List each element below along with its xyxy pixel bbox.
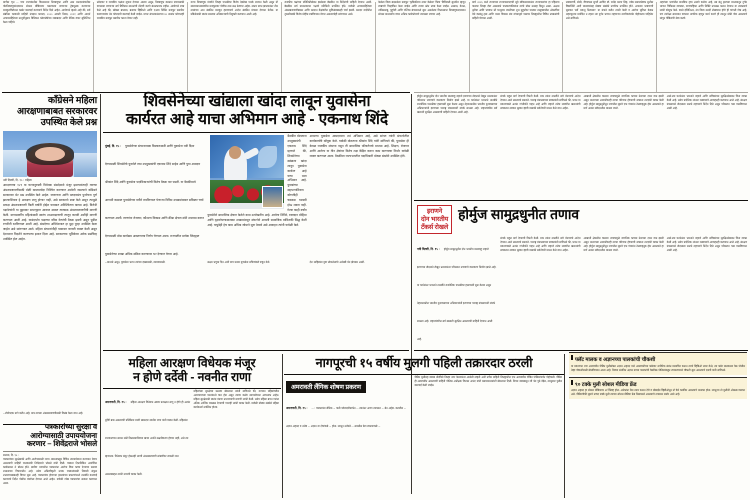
vertical-rule-left: [100, 94, 101, 494]
main-column-1: [105, 134, 204, 260]
main-footer-1-text: ...माध्यमे असून, युवासेना भरात त्यांच्या इच्छासाठी, न्यायवासाठी.: [105, 261, 166, 265]
congress-leader-photo: [3, 131, 97, 177]
top-column-3-text: राज्य निवडणूक यंत्रणेने जिल्हा पातळीवर विशेष देखरेख पथके स्थापन केली असून ती समाजमाध्यमांवरील मजकुरावर चोवीस तास लक्ष ठेवणार आहेत. तक्रार प्राप्त झाल्यानंतर तीन तासांच्या आत संबंधित मजकूर हटवण्याचे आदेश संबंधित मंचाला देण्यात येतील. या प्रक्रियेसाठी स्वतंत्र समन्वय अधिकाऱ्याची नियुक्ती करण्यात आली आहे.: [190, 1, 278, 17]
journalist-dateline: सातारा, दि. १५ :: [3, 453, 19, 457]
journalist-headline: [3, 418, 97, 449]
nagpur-column-1: [286, 376, 411, 432]
side-box-social-media-body: अज्ञान अहमद हा सोशल मीडियावर अॅक्टिव्ह होता. अनेकांना रील तयार करून देणे व मोबाईल व्हिडीओतून तो पैसे कमवित असल्याचे भासवत होता. त्यातूनच तो मुलींशी ओळख वाढवत असे. पीडितांपैकी सुमारे नव्वद टक्के मुली त्याच्या सोशल मीडिया फ्रेंड लिस्टमध्ये असल्याचे तपासात समोर आले आहे.: [571, 389, 745, 397]
journalist-headline-line-2: आरोग्यासाठी उपाययोजना: [30, 430, 97, 440]
congress-headline-line-1: काँग्रेसने महिला: [47, 95, 97, 105]
main-headline-underline: [103, 132, 411, 133]
congress-headline-line-3: उपस्थित केले प्रश्न: [40, 116, 97, 127]
right-top-column-4-text: आले.ल्या घटनेनंतर भारताने जहाजे आणि नाविकांच्या सुरक्षिततेबाबत चिंता व्यक्त केली आहे. तसेच प्रादेशिक शांतता राखण्याचे आवाहनही करण्यात आले आहे. संरक्षण मंत्रालयाने नौदलाला सतर्क राहण्याचे निर्देश दिले असून परिसरात गस्त वाढविण्यात आली आहे.: [666, 95, 747, 111]
side-box-social-media-heading: ९० टक्के मुली सोशल मीडिया फ्रेंड: [571, 380, 745, 388]
vertical-rule-bottom-mid: [282, 354, 283, 498]
side-box-flat-owner-body: या प्रकरणात ज्या अल्पवयीन पीडित मुलीसोबत अज्ञान अहमद याने अमरावतीच्या फ्लॅटवर शारीरिक संबंध प्रस्थापित करून त्याचे व्हिडिओ तयार केले, त्या फ्लॅट मालकाला वेळ पोलीस तेव्हा चौकशीसाठी बोलविण्यात आला आहे. शिवाय संशयित अज्ञान याच्या पालकांची वेळोवेळ पोलिसांकडून टप्प्याटप्प्याने चौकशी सुरू असल्याचे एसपी यांनी सांगितले.: [571, 364, 745, 372]
nagpur-column-2: [414, 376, 562, 432]
eknath-shinde-photo: [210, 135, 284, 209]
side-box-social-media: [569, 377, 747, 400]
iran-column-2-text: संपर्क राहुल मार्ग देण्याची विनंती केली. मात्र त्यांना तातडीने नावे भेटण्याचे आदेश देण्यात आले नसल्याचे समजते. परराष्ट्र मंत्रालयाच्या प्रवक्त्यांनी सांगितले की, भारत या प्रकरणाकडे अत्यंत गांभीर्याने पाहत आहे आणि जहाजे तसेच त्यावरील खलाशांची लवकरात लवकर सुटका व्हावी यासाठी सर्वतोपरी प्रयत्न केले जात आहेत.: [500, 237, 581, 253]
main-column-3-text: आपल्या युवासेना आमदाराला उभं अभिमान आहे, असे सांगत त्यांनी संघटनेतील कार्यकर्त्यांचे कौतुक केले. यावेळी बोलताना श्रीकांत शिंदे यांनी सांगितले की, युवासेना ही केवळ राजकीय संघटना नसून ती सामाजिक परिवर्तनाचे माध्यम आहे. शिक्षण, रोजगार आणि आरोग्य या तीन क्षेत्रांवर विशेष लक्ष केंद्रित करून काम करण्याचा निर्धार यावेळी व्यक्त करण्यात आला. बैठकीला राज्यभरातील पदाधिकारी मोठ्या संख्येने उपस्थित होते.: [309, 134, 409, 158]
vertical-rule-side-boxes: [564, 354, 565, 498]
top-column-5: [375, 0, 468, 92]
journalist-story-region: [0, 412, 100, 500]
mahila-dateline: अमरावती, दि. १५ :: [105, 400, 127, 405]
top-column-8: [657, 0, 750, 92]
photo-backdrop-right: [74, 153, 97, 177]
nagpur-dateline: अमरावती, दि. १५ :: [286, 406, 308, 411]
congress-body-text: आरक्षणाचा १२१ वा घटनादुरुस्ती विधेयक संसदेमध्ये मंजूर झाल्यानंतरही त्याच्या अंमलबजावणीसाठी मोठी कालमर्यादा निश्चित करण्यात आलेली नसल्याने काँग्रेसने सरकारवर थेट प्रश्न उपस्थित केले आहेत. जनगणना आणि मतदारसंघ पुनर्रचना पूर्ण झाल्याशिवाय हे आरक्षण लागू होणार नाही, असे सरकारने स्पष्ट केले असून त्यामुळे प्रत्यक्ष अंमलबजावणी किती वर्षांनी होईल याबाबत अनिश्चितता कायम आहे. विरोधी पक्षनेत्यांनी या मुद्द्यावर सभागृहात आवाज उठवत तात्काळ अंमलबजावणीची मागणी केली. मागासवर्गीय महिलांसाठी स्वतंत्र उपआरक्षणाची तरतूद करावी अशीही मागणी करण्यात आली आहे. यासंदर्भात पक्षाच्या वरिष्ठ नेत्यांची बैठक झाली असून पुढील रणनीती ठरविण्यात आली आहे. संसदेच्या अधिवेशनात हा मुद्दा पुन्हा उपस्थित केला जाईल असे सांगण्यात आले. महिला संघटनांनीही याबाबत नाराजी व्यक्त केली असून देशभरात निदर्शने करण्याचा इशारा दिला आहे. सरकारच्या भूमिकेवर अनेक प्रश्नचिन्ह उपस्थित होत आहेत.: [3, 183, 97, 242]
mahila-headline-underline: [103, 388, 281, 389]
top-column-1: [0, 0, 93, 92]
mahila-headline-line-2: न होणे दर्देवी - नवनीत राणा: [133, 370, 251, 385]
horizontal-rule-mid-center: [103, 350, 409, 351]
mahila-story-region: [103, 352, 281, 500]
iran-badge-line-3: टँकर्स रोखले: [421, 223, 449, 231]
main-footer-1: [105, 261, 204, 265]
mahila-column-2-text: महिलांच्या सुरक्षेच्या प्रश्नावर बोलताना त्यांनी सांगितले की, राज्यात महिलांवरील अत्याचाराच्या घटनांमध्ये वाढ होत असून त्यावर कठोर उपाययोजना आवश्यक आहेत. महिला सुरक्षेसाठी स्वतंत्र यंत्रणा उभारण्याची मागणी त्यांनी केली. तसेच महिला बचत गटांना अधिक आर्थिक पाठबळ देण्याची गरजही त्यांनी व्यक्त केली. यावेळी मोठ्या संख्येने महिला कार्यकर्त्या उपस्थित होत्या.: [193, 390, 279, 410]
iran-dateline: नवी दिल्ली, दि. १५ :: [417, 247, 440, 251]
iran-column-1: [417, 237, 497, 345]
iran-column-3-text: आखाती क्षेत्रातील वाढत्या तणावामुळे जागतिक कच्च्या तेलाच्या दरात वाढ झाली असून भारताच्या आयातीवरही त्याचा परिणाम होण्याची शक्यता तज्ज्ञांनी व्यक्त केली आहे. होर्मुज सामुद्रधुनीतून जगातील सुमारे एक पंचमांश तेलवाहतूक होत असल्याने हा मार्ग अत्यंत संवेदनशील मानला जातो.: [583, 237, 664, 253]
main-headline-line-1: शिवसेनेच्या खांद्याला खांदा लावून युवासेना: [143, 93, 371, 110]
top-column-5-text: केलेला किंवा बदललेला मजकूर 'कृत्रिमरित्या तयार केलेला' किंवा 'डिजिटली सुधारित म्हणून स्पष्टपणे चिन्हांकित केला जाईल आणि त्याचा स्रोत उघड केला जाईल. आसाम, केरळ, तामिळनाडू, पुद्दुचेरी आणि पश्चिम बंगालमध्ये सुरू असलेल्या विधानसभा निवडणुकादरम्यान सोशल माध्यमांचा वापर अधिक काटेकोरपणे तपासला जाणार आहे.: [378, 1, 466, 17]
main-column-3: [310, 134, 409, 260]
right-top-continuation: [414, 95, 750, 199]
main-headline: [103, 92, 411, 130]
side-box-flat-owner-heading: फ्लॅट मालक व अज्ञानच्या पालकांची चौकशी: [571, 355, 745, 363]
photo-speaker-head: [229, 146, 242, 159]
top-column-6-text: मार्च २०२६ मध्ये राज्याच्या राज्यपालपदाची सूत्रे स्वीकारल्यानंतर राज्यपालांचा हा पहिलाच पालघर जिल्हा दौरा असल्याने पालघरवासियांना त्यांचे मोठा उत्साह दिसून आला. अक्षय्य तृतीया आणि भगवान श्री परशुराम जयंतीच्या शुभ मुहूर्तावर पालघर तालुक्यातील ओसरविरा येथे वनबंधू ट्रस्ट आणि भारत विकास संघ यांच्याद्वारे पालघर जिल्ह्यातील विविध उपक्रमांची माहिती घेण्यात आली.: [472, 1, 560, 21]
right-top-column-3-text: आखाती क्षेत्रातील वाढत्या तणावामुळे जागतिक कच्च्या तेलाच्या दरात वाढ झाली असून भारताच्या आयातीवरही त्याचा परिणाम होण्याची शक्यता तज्ज्ञांनी व्यक्त केली आहे. होर्मुज सामुद्रधुनीतून जगातील सुमारे एक पंचमांश तेलवाहतूक होत असल्याने हा मार्ग अत्यंत संवेदनशील मानला जातो.: [583, 95, 664, 111]
horizontal-rule-top-right: [414, 92, 748, 93]
mahila-headline: [103, 352, 281, 385]
right-top-column-3: [584, 95, 664, 199]
journalist-headline-line-3: करणार – शिवेंद्रराजे भोसले: [26, 439, 97, 449]
horizontal-rule-iran: [414, 200, 748, 201]
iran-tankers-badge: [417, 205, 452, 234]
top-column-2-text: उमेदवार व राजकीय पक्षांना सूचना देण्यात आल्या असून, निवडणूक काळात प्रचारासाठी वापरल्या जाणाऱ्या सर्व डिजिटल साधनांची नोंदणी करणे बंधनकारक राहील. आयोगाने स्पष्ट केले आहे की, खोट्या बातम्या, बनावट व्हिडिओ आणि एआय निर्मित मजकूर प्रसारित करणाऱ्यांवर थेट फौजदारी कारवाई केली जाईल. प्रचार संपल्यानंतरच्या ४८ तासांत कोणताही राजकीय मजकूर प्रसारित करता येणार नाही.: [96, 1, 185, 21]
congress-dateline: नवी दिल्ली, दि. १५ : महिला: [3, 178, 32, 182]
main-footer-3-text: देश साहिबांना युवा लोकनेत्यांचे अनोखी भेट झेप्यास आली.: [309, 261, 365, 265]
mahila-column-2: [194, 390, 280, 480]
iran-column-1-text: होर्मुज सामुद्रधुनीत दोन भारतीय मालवाहू जहाजे इराणच्या नौदलाने रोखून धरल्यानंतर परिसरात तणावाचे वातावरण निर्माण झाले आहे. या घटनेनंतर भारताने तातडीने राजनैतिक पातळीवर हालचाली सुरू केल्या असून तेहरानमधील भारतीय दूतावासाच्या अधिकाऱ्यांनी इराणच्या परराष्ट्र मंत्रालयाशी संपर्क साधला आहे. जहाजांवरील सर्व खलाशी सुरक्षित असल्याची माहिती देण्यात आली आहे.: [417, 248, 497, 341]
journalist-pre-text: ...शौर्यपदक मागे करीत आहे, मात्र त्याच्या अंमलबजावणीसाठी विलंब केला जात आहे.: [3, 412, 84, 415]
journalist-headline-underline: [3, 451, 97, 452]
photo-person-face: [35, 147, 65, 161]
congress-headline-line-2: आरक्षणाबाबत सरकारवर: [16, 105, 97, 116]
nagpur-headline-underline: [284, 374, 564, 375]
congress-headline: [3, 92, 97, 128]
mahila-headline-line-1: महिला आरक्षण विधेयक मंजूर: [128, 356, 256, 370]
right-top-column-4: [667, 95, 747, 199]
main-column-2-text: बैठकीत बोलताना उपमुख्यमंत्री एकनाथ शिंदे म्हणाले की, शिवसेनेच्या खांद्याला खांदा लावून युवासेना कार्यरत आहे याचा मला अभिमान आहे. युवकांच्या सहभागाशिवाय कोणतीही चळवळ यशस्वी होऊ शकत नाही. गेल्या काही वर्षांत युवासेनेने सामाजिक क्षेत्रात केलेले काम उल्लेखनीय आहे. आरोग्य शिबिरे, रक्तदान मोहिमा आणि वृक्षारोपणासारख्या उपक्रमांमधून संघटनेने आपली सामाजिक बांधिलकी सिद्ध केली आहे. यापुढेही हेच काम अधिक जोमाने सुरू ठेवावे असे आवाहन त्यांनी यावेळी केले.: [207, 134, 307, 227]
main-story-region: [103, 92, 411, 350]
hormuz-headline: होर्मुज सामुद्रधुनीत तणाव: [458, 207, 579, 222]
hormuz-story-region: [414, 202, 750, 350]
mahila-column-1: [105, 390, 191, 480]
horizontal-rule-mid-right: [414, 350, 748, 351]
nagpur-column-1-text: ... : पत्रकारांना सैनिक ... पाठी फौजदारीमार्फत ... त्यानंतर आणा तपासात ... बेन आहेत. कटारील ... अज्ञान अहमद व उजेड ... अज्ञान या दोघांकडे ... होता. त्यातून उजेडने ... लमसील डेटा स्वरूपाकडे ...: [286, 407, 406, 429]
main-footer-2: [207, 261, 306, 265]
right-top-column-1-text: होर्मुज सामुद्रधुनीत दोन भारतीय मालवाहू जहाजे इराणच्या नौदलाने रोखून धरल्यानंतर परिसरात तणावाचे वातावरण निर्माण झाले आहे. या घटनेनंतर भारताने तातडीने राजनैतिक पातळीवर हालचाली सुरू केल्या असून तेहरानमधील भारतीय दूतावासाच्या अधिकाऱ्यांनी इराणच्या परराष्ट्र मंत्रालयाशी संपर्क साधला आहे. जहाजांवरील सर्व खलाशी सुरक्षित असल्याची माहिती देण्यात आली आहे.: [417, 95, 498, 115]
iran-column-3: [584, 237, 664, 345]
main-footer-2-text: सक्षम भवूच्य दिन अशी याच प्रत्यय युवासेना सचिवांकडे पाहून येतो.: [207, 261, 271, 265]
journalist-body-text: पत्रकारांच्या सुरक्षेसाठी आणि आरोग्यासाठी राज्य शासनाकडून विविध उपाययोजना करण्यात येणार असल्याची माहिती पालकमंत्री शिवेंद्रराजे भोसले यांनी दिली. पत्रकार दिनानिमित्त आयोजित कार्यक्रमात ते बोलत होते. ग्रामीण भागातील पत्रकारांना आरोग्य विमा कवच देण्याचा प्रस्ताव शासनाच्या विचाराधीन आहे. तसेच अधिस्वीकृती धारक पत्रकारांसाठी निवासी संकुल उभारण्याबाबतही विचार सुरू आहे. पत्रकारांवर होणाऱ्या हल्ल्यांच्या प्रकरणांमध्ये तातडीने कारवाई करण्याचे निर्देश पोलीस यंत्रणेला देण्यात आले आहेत. यावेळी ज्येष्ठ पत्रकारांचा सत्कार करण्यात आला.: [3, 457, 97, 485]
top-column-6: [469, 0, 562, 92]
main-column-2: [207, 134, 306, 260]
iran-column-2: [500, 237, 580, 345]
journalist-headline-line-1: पत्रकारांच्या सुरक्षा व: [44, 422, 97, 432]
right-top-column-1: [417, 95, 497, 199]
iran-column-4-text: आले.ल्या घटनेनंतर भारताने जहाजे आणि नाविकांच्या सुरक्षिततेबाबत चिंता व्यक्त केली आहे. तसेच प्रादेशिक शांतता राखण्याचे आवाहनही करण्यात आले आहे. संरक्षण मंत्रालयाने नौदलाला सतर्क राहण्याचे निर्देश दिले असून परिसरात गस्त वाढविण्यात आली आहे.: [666, 237, 747, 253]
photo-inset-portrait: [262, 186, 283, 207]
main-dateline: मुंबई, दि. १५ :: [105, 144, 122, 149]
top-column-7-text: नाडकर्ण्णी, सोनी, वीणावत्स सुपर्वे अरविंद डॉ. राजेंद्र प्रताप सिंह, ज्येष्ठ समाजसेवक सुशील विद्यार्थिनी आदी मान्यवरांसह मोठ्या संख्येने नागरिक उपस्थित होते. आपल्या भाषणाची सुरुवात 'सर्वे भवन्तु निरामया:' या मंत्राने करीत त्यांनी केली व आरोग्य सुविधा केवळ शहरापुरत्या मर्यादित न राहता त्या दुर्गम भागात राहणाऱ्या नागरिकांपर्यंत पोहोचल्या पाहिजेत असे सांगितले.: [565, 1, 654, 21]
iran-badge-line-2: दोन भारतीय: [421, 215, 449, 223]
main-headline-line-2: कार्यरत आहे याचा अभिमान आहे - एकनाथ शिंदे: [125, 111, 389, 129]
side-boxes-region: [566, 352, 750, 500]
iran-column-4: [667, 237, 747, 345]
iran-badge-line-1: इराणने: [427, 207, 443, 215]
top-column-7: [563, 0, 656, 92]
main-column-1-text: युवासेनेच्या संघटनात्मक विस्तारासाठी आणि युवासेना नवी दिशा देण्यासाठी शिवसेनेचे युवानेते तथा उपमुख्यमंत्री एकनाथ शिंदे साहेब आणि युवा आमदार श्रीकांत शिंदे आणि युवासेना पदाधिकाऱ्यांची विशेष बैठक पार पडली. या बैठकीमध्ये आगामी काळात युवासेनेच्या वतीने राबविण्यात येणाऱ्या विविध उपक्रमांबाबत सविस्तर चर्चा करण्यात आली. तरुणांना रोजगार, कौशल्य विकास आणि क्रीडा क्षेत्रात संधी उपलब्ध करून देण्यासाठी ठोस कार्यक्रम आखण्याचा निर्णय घेण्यात आला. राज्यातील प्रत्येक जिल्ह्यात युवासेनेच्या शाखा अधिक सक्रिय करण्यावर भर देण्यात येणार आहे.: [105, 144, 204, 257]
top-column-4-text: राजकीय पक्षांच्या प्रतिनिधींसोबत झालेल्या बैठकीत या निर्देशांची माहिती देण्यात आली. बैठकीस सर्व मान्यताप्राप्त पक्षांचे प्रतिनिधी उपस्थित होते. यावेळी आचारसंहितेच्या अंमलबजावणीबाबत आणि मतदान केंद्रांवरील सुविधांबाबतही चर्चा झाली. मतदार यादीतील दुरुस्तीसाठी विशेष मोहीम राबविण्यात येणार असल्याचेही सांगण्यात आले.: [284, 1, 372, 17]
top-column-3: [188, 0, 281, 92]
side-box-flat-owner: [569, 352, 747, 375]
top-column-2: [94, 0, 187, 92]
nagpur-story-region: [284, 352, 564, 500]
right-top-column-2-text: संपर्क राहुल मार्ग देण्याची विनंती केली. मात्र त्यांना तातडीने नावे भेटण्याचे आदेश देण्यात आले नसल्याचे समजते. परराष्ट्र मंत्रालयाच्या प्रवक्त्यांनी सांगितले की, भारत या प्रकरणाकडे अत्यंत गांभीर्याने पाहत आहे आणि जहाजे तसेच त्यावरील खलाशांची लवकरात लवकर सुटका व्हावी यासाठी सर्वतोपरी प्रयत्न केले जात आहेत.: [500, 95, 581, 111]
nagpur-column-2-text: पीडित मुलीसह जबाब नोंदविले जिल्हा नगर केल्यानंतर आलेली नव्हती अशी नवीन माहिती जिल्ह्यातील एक अल्पवयीन पीडित पोलिसांपर्यंत पोहोचली. पीडित ही अल्पवयीन असल्याची माहिती पोलिस अधीक्षक विशाल आनंद यांनी प्रसारमाध्यमांशी बोलताना दिली. तिच्या जबाबातून जी भेट पुढे येईल, त्यानुसार पुढील कारवाई केली जाईल.: [414, 376, 562, 388]
nagpur-headline: नागपूरची १५ वर्षीय मुलगी पहिली तक्रारदार ठरली: [315, 356, 533, 370]
mahila-column-1-text: महिला आरक्षण विधेयक अद्याप प्रत्यक्षात लागू न होणे ही अत्यंत दुर्दैवी बाब असल्याची प्रतिक्रिया माजी खासदार नवनीत राणा यांनी व्यक्त केली. महिलांना राजकारणात समान संधी मिळाल्याशिवाय खऱ्या अर्थाने सक्षमीकरण होणार नाही, असे त्या म्हणाल्या. विधेयक मंजूर होऊनही त्याची अंमलबजावणी लांबणीवर टाकली जात असल्याबद्दल त्यांनी नाराजी व्यक्त केली.: [105, 401, 191, 477]
right-top-column-2: [500, 95, 580, 199]
main-footer-3: [310, 261, 409, 265]
photo-backdrop-logo: [258, 146, 277, 168]
top-column-8-text: शहरांच्या भागांतील प्राथमिक दृष्य असणे कर्तव्य आहे, तब बंधू ट्रस्टच्या माध्यमातून दुर्गम भागात चिकित्सा व्यवस्था, रुग्णवाहिका आणि शिबिरे उपलब्ध करून देण्यात या उपक्रमाचे त्यांनी कौतुक केले. वास्ते इंजिनिअर, तंत्र किंवा सनदी लेखापाल होणे ही चांगली गोष्ट आहे, पण त्यापेक्षा समाजात वावरता नागरिक म्हणून कार्य करणे ही त्यातून मोठी गोष्ट असल्याचे सांगून पीडितांची सेवा करणे.: [659, 1, 747, 21]
amravati-case-badge: अमरावती लैंगिक शोषण प्रकरण: [286, 381, 366, 393]
top-column-1-text: मागील वृत्त ... पाच राज्यांमधील विधानसभा निवडणुका आणि आठ मतदारसंघांतील पोटनिवडणुकांदरम्यान सोशल मीडियावर पसरवल्या जाणाऱ्या द्वेषमूलक करणाऱ्या मजकुराविरोधात कठोर कारवाई करण्याचे निर्देश दिले आहेत. आयोगाने म्हटले आहे की, सर्व संबंधित घटकांनी माहिती तंत्रज्ञान कायदा, २००० आयटी नियम, २०२१ आणि आदर्श आचारसंहितेच्या तरतुदींनुसार डिजिटल प्लॅटफॉर्मच्या जबाबदार आणि नैतिक वापर सुनिश्चित केला पाहिजे.: [3, 1, 91, 25]
photo-backdrop-left: [3, 150, 27, 177]
top-column-4: [281, 0, 374, 92]
top-continuation-strip: [0, 0, 750, 92]
